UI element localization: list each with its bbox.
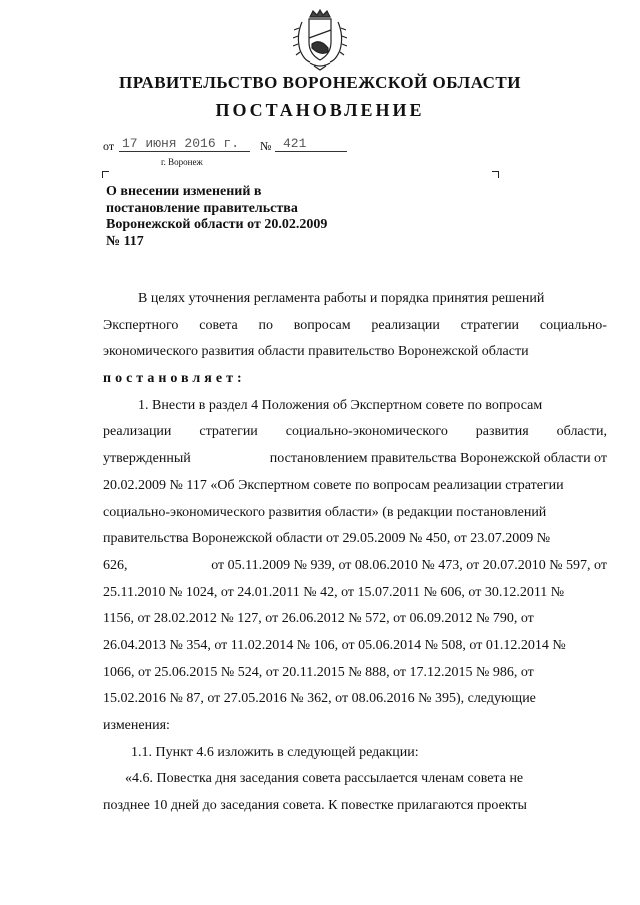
number-underline	[275, 151, 347, 152]
date-value: 17 июня 2016 г.	[122, 136, 240, 151]
paragraph-1-line: 26.04.2013 № 354, от 11.02.2014 № 106, от 05.06.2014 № 508, от 01.12.2014 №	[103, 637, 566, 653]
subject-corner-left	[102, 171, 109, 178]
paragraph-1-line: социально-экономического развития области» (в редакции постановлений	[103, 504, 547, 520]
subject-line: Воронежской области от 20.02.2009	[106, 217, 328, 232]
document-type-title: ПОСТАНОВЛЕНИЕ	[215, 100, 425, 120]
coat-of-arms-emblem	[288, 8, 352, 72]
paragraph-1-line: 15.02.2016 № 87, от 27.05.2016 № 362, от 08.06.2016 № 395), следующие	[103, 691, 536, 707]
paragraph-1-line: утвержденный постановлением правительства Воронежской области от	[103, 451, 607, 467]
subject-line: О внесении изменений в	[106, 184, 262, 199]
paragraph-1-line: 626, от 05.11.2009 № 939, от 08.06.2010 № 473, от 20.07.2010 № 597, от	[103, 557, 607, 573]
paragraph-1-line: правительства Воронежской области от 29.05.2009 № 450, от 23.07.2009 №	[103, 531, 551, 547]
subject-corner-right	[492, 171, 499, 178]
body-line: Экспертного совета по вопросам реализации стратегии социально-	[103, 317, 607, 333]
date-underline	[119, 151, 250, 152]
government-title: ПРАВИТЕЛЬСТВО ВОРОНЕЖСКОЙ ОБЛАСТИ	[118, 73, 521, 92]
paragraph-1-line: 1. Внести в раздел 4 Положения об Экспертном совете по вопросам	[138, 397, 543, 413]
paragraph-1-line: 20.02.2009 № 117 «Об Экспертном совете по вопросам реализации стратегии	[103, 477, 564, 493]
subject-line: № 117	[106, 233, 144, 249]
paragraph-1-line: 1066, от 25.06.2015 № 524, от 20.11.2015 № 888, от 17.12.2015 № 986, от	[103, 664, 534, 680]
quoted-paragraph-line: позднее 10 дней до заседания совета. К повестке прилагаются проекты	[103, 798, 527, 814]
date-from-label: от	[103, 139, 115, 153]
quoted-paragraph-line: «4.6. Повестка дня заседания совета рассылается членам совета не	[125, 771, 524, 787]
paragraph-1-1: 1.1. Пункт 4.6 изложить в следующей редакции:	[131, 744, 419, 760]
subject-line: постановление правительства	[106, 200, 298, 216]
paragraph-1-line: 1156, от 28.02.2012 № 127, от 26.06.2012 № 572, от 06.09.2012 № 790, от	[103, 611, 534, 627]
number-value: 421	[283, 136, 307, 151]
paragraph-1-line: реализации стратегии социально-экономического развития области,	[103, 424, 607, 440]
paragraph-1-line: изменения:	[103, 718, 170, 733]
number-label: №	[260, 139, 272, 153]
document-subject	[106, 184, 366, 250]
body-line: экономического развития области правительство Воронежской области	[103, 344, 529, 360]
date-number-line	[103, 137, 363, 157]
city-label: г. Воронеж	[161, 157, 203, 167]
resolves-word: постановляет:	[103, 371, 246, 387]
paragraph-1-line: 25.11.2010 № 1024, от 24.01.2011 № 42, от 15.07.2011 № 606, от 30.12.2011 №	[103, 584, 565, 600]
document-body	[103, 286, 607, 820]
body-line: В целях уточнения регламента работы и порядка принятия решений	[138, 291, 545, 306]
